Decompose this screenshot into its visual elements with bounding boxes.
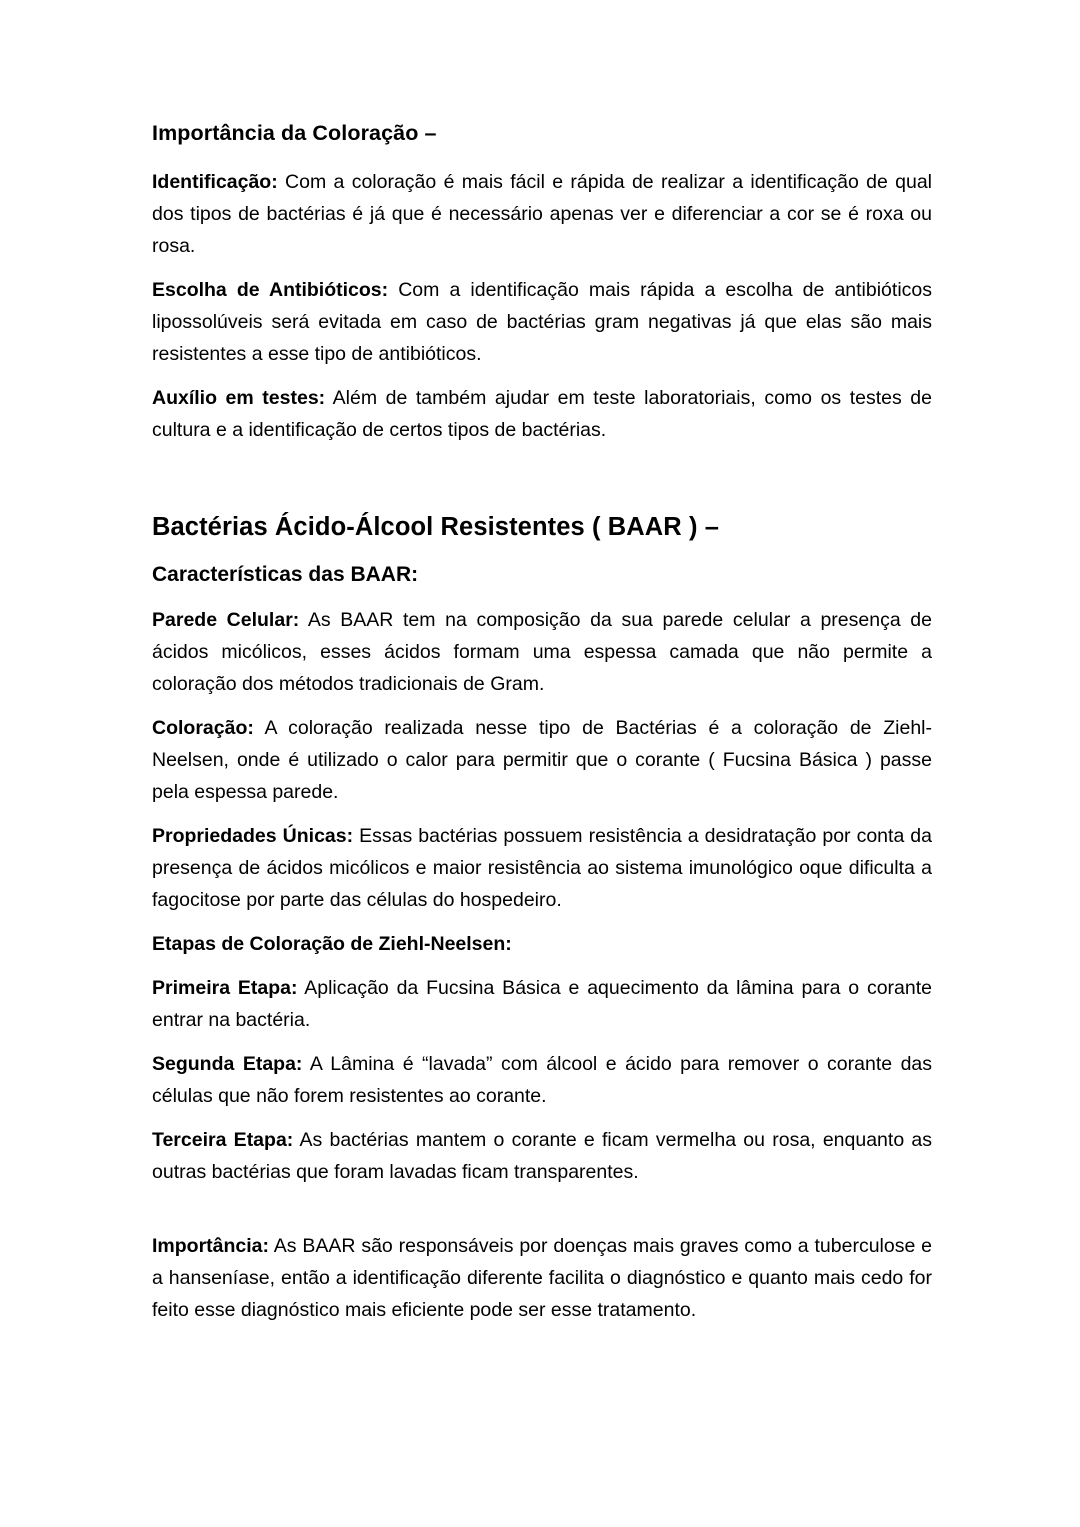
paragraph-body-coloracao: A coloração realizada nesse tipo de Bactérias é a coloração de Ziehl-Neelsen, onde é utilizado o calor para permitir que o corante ( Fucsina Básica ) passe pela espessa parede. [152, 717, 932, 803]
paragraph-body-terceira-etapa: As bactérias mantem o corante e ficam vermelha ou rosa, enquanto as outras bactérias que foram lavadas ficam transparentes. [152, 1129, 933, 1183]
section-spacer [152, 458, 932, 510]
subheading-caracteristicas-baar: Características das BAAR: [152, 563, 419, 586]
subheading-etapas-ziehl-neelsen: Etapas de Coloração de Ziehl-Neelsen: [152, 933, 512, 955]
paragraph-lead-auxilio-testes: Auxílio em testes: [152, 387, 326, 409]
paragraph-lead-parede-celular: Parede Celular: [152, 609, 300, 631]
paragraph-body-importancia-baar: As BAAR são responsáveis por doenças mais graves como a tuberculose e a hanseníase, então a identificação diferente facilita o diagnóstico e quanto mais cedo for feito esse diagnóstico mais eficiente pode ser esse tratamento. [152, 1235, 932, 1321]
heading-importancia-coloracao: Importância da Coloração – [152, 121, 437, 145]
paragraph-body-identificacao: Com a coloração é mais fácil e rápida de realizar a identificação de qual dos tipos de bactérias é já que é necessário apenas ver e diferenciar a cor se é roxa ou rosa. [152, 171, 932, 257]
paragraph-lead-coloracao: Coloração: [152, 717, 254, 739]
heading-baar: Bactérias Ácido-Álcool Resistentes ( BAAR ) – [152, 513, 720, 541]
paragraph-body-escolha-antibioticos: Com a identificação mais rápida a escolha de antibióticos lipossolúveis será evitada em caso de bactérias gram negativas já que elas são mais resistentes a esse tipo de antibióticos. [152, 279, 932, 365]
paragraph-parede-celular [152, 604, 932, 700]
paragraph-body-parede-celular: As BAAR tem na composição da sua parede celular a presença de ácidos micólicos, esses ácidos formam uma espessa camada que não permite a coloração dos métodos tradicionais de Gram. [152, 609, 932, 695]
paragraph-identificacao [152, 166, 932, 262]
paragraph-lead-importancia-baar: Importância: [152, 1235, 270, 1257]
paragraph-body-primeira-etapa: Aplicação da Fucsina Básica e aquecimento da lâmina para o corante entrar na bactéria. [152, 977, 932, 1031]
paragraph-body-propriedades-unicas: Essas bactérias possuem resistência a desidratação por conta da presença de ácidos micólicos e maior resistência ao sistema imunológico oque dificulta a fagocitose por parte das células do hospedeiro. [152, 825, 933, 911]
paragraph-lead-propriedades-unicas: Propriedades Únicas: [152, 825, 354, 847]
closing-spacer [152, 1200, 932, 1230]
paragraph-primeira-etapa [152, 972, 932, 1036]
paragraph-body-segunda-etapa: A Lâmina é “lavada” com álcool e ácido para remover o corante das células que não forem resistentes ao corante. [152, 1053, 933, 1107]
paragraph-lead-escolha-antibioticos: Escolha de Antibióticos: [152, 279, 389, 301]
paragraph-propriedades-unicas [152, 820, 932, 916]
paragraph-lead-segunda-etapa: Segunda Etapa: [152, 1053, 303, 1075]
paragraph-escolha-antibioticos [152, 274, 932, 370]
paragraph-terceira-etapa [152, 1124, 932, 1188]
paragraph-segunda-etapa [152, 1048, 932, 1112]
paragraph-coloracao [152, 712, 932, 808]
paragraph-auxilio-testes [152, 382, 932, 446]
paragraph-importancia-baar [152, 1230, 932, 1326]
paragraph-lead-identificacao: Identificação: [152, 171, 278, 193]
paragraph-lead-terceira-etapa: Terceira Etapa: [152, 1129, 294, 1151]
document-content [152, 118, 932, 1338]
paragraph-body-auxilio-testes: Além de também ajudar em teste laboratoriais, como os testes de cultura e a identificação de certos tipos de bactérias. [152, 387, 932, 441]
paragraph-lead-primeira-etapa: Primeira Etapa: [152, 977, 298, 999]
